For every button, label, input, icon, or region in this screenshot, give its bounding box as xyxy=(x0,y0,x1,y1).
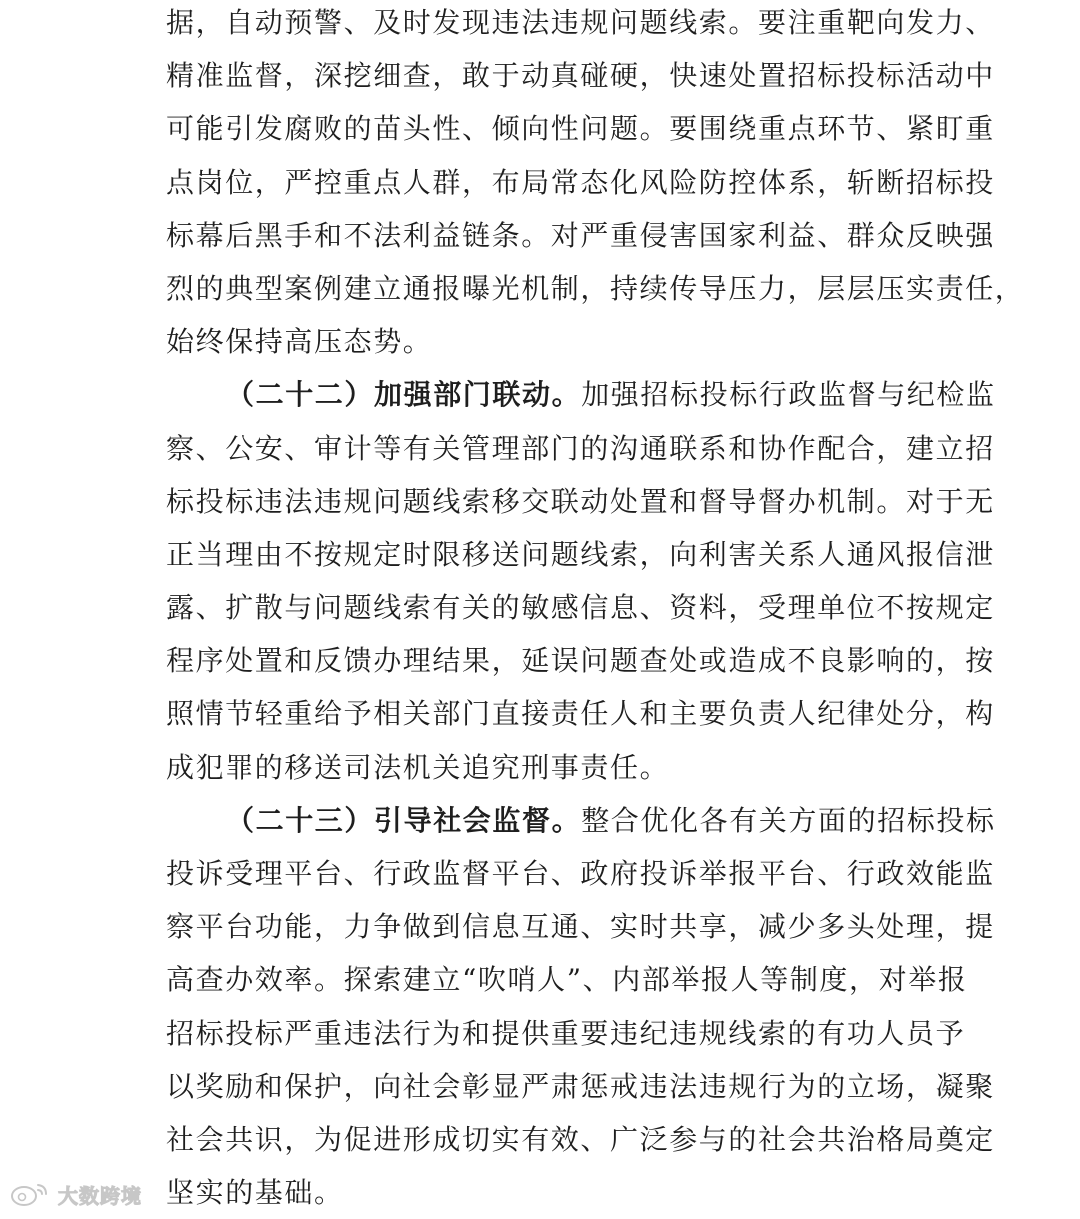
body-line: 正当理由不按规定时限移送问题线索，向利害关系人通风报信泄 xyxy=(166,537,995,571)
body-line: 标投标违法违规问题线索移交联动处置和督导督办机制。对于无 xyxy=(166,484,995,518)
body-line: 高查办效率。探索建立“吹哨人”、内部举报人等制度，对举报 xyxy=(166,963,968,997)
body-line: 标幕后黑手和不法利益链条。对严重侵害国家利益、群众反映强 xyxy=(166,218,995,252)
section-22-first-line xyxy=(166,368,996,421)
body-line: 察、公安、审计等有关管理部门的沟通联系和协作配合，建立招 xyxy=(166,431,995,465)
body-line: 始终保持高压态势。 xyxy=(166,325,433,359)
watermark-text: 大数跨境 xyxy=(58,1183,142,1208)
watermark xyxy=(8,1180,142,1208)
body-line: 以奖励和保护，向社会彰显严肃惩戒违法违规行为的立场，凝聚 xyxy=(166,1069,995,1103)
section-23-heading: （二十三）引导社会监督。 xyxy=(226,803,582,837)
weibo-logo-icon xyxy=(8,1181,52,1207)
section-23-first-line xyxy=(166,794,996,847)
section-22-lead-text: 加强招标投标行政监督与纪检监 xyxy=(581,378,996,412)
body-line: 点岗位，严控重点人群，布局常态化风险防控体系，斩断招标投 xyxy=(166,165,995,199)
body-line: 招标投标严重违法行为和提供重要违纪违规线索的有功人员予 xyxy=(166,1016,966,1050)
body-line: 坚实的基础。 xyxy=(166,1176,344,1210)
body-line: 据，自动预警、及时发现违法违规问题线索。要注重靶向发力、 xyxy=(166,6,995,39)
body-line: 精准监督，深挖细查，敢于动真碰硬，快速处置招标投标活动中 xyxy=(166,59,995,93)
section-23-lead-text: 整合优化各有关方面的招标投标 xyxy=(581,803,996,837)
body-line: 可能引发腐败的苗头性、倾向性问题。要围绕重点环节、紧盯重 xyxy=(166,112,995,146)
body-line: 烈的典型案例建立通报曝光机制，持续传导压力，层层压实责任， xyxy=(166,271,1025,305)
body-line: 投诉受理平台、行政监督平台、政府投诉举报平台、行政效能监 xyxy=(166,857,995,890)
body-line: 照情节轻重给予相关部门直接责任人和主要负责人纪律处分，构 xyxy=(166,697,995,731)
body-line: 露、扩散与问题线索有关的敏感信息、资料，受理单位不按规定 xyxy=(166,591,995,625)
body-line: 程序处置和反馈办理结果，延误问题查处或造成不良影响的，按 xyxy=(166,644,995,678)
document-body xyxy=(166,0,1025,1219)
body-line: 察平台功能，力争做到信息互通、实时共享，减少多头处理，提 xyxy=(166,910,995,944)
body-line: 成犯罪的移送司法机关追究刑事责任。 xyxy=(166,750,670,784)
body-line: 社会共识，为促进形成切实有效、广泛参与的社会共治格局奠定 xyxy=(166,1122,995,1156)
section-22-heading: （二十二）加强部门联动。 xyxy=(226,378,582,412)
